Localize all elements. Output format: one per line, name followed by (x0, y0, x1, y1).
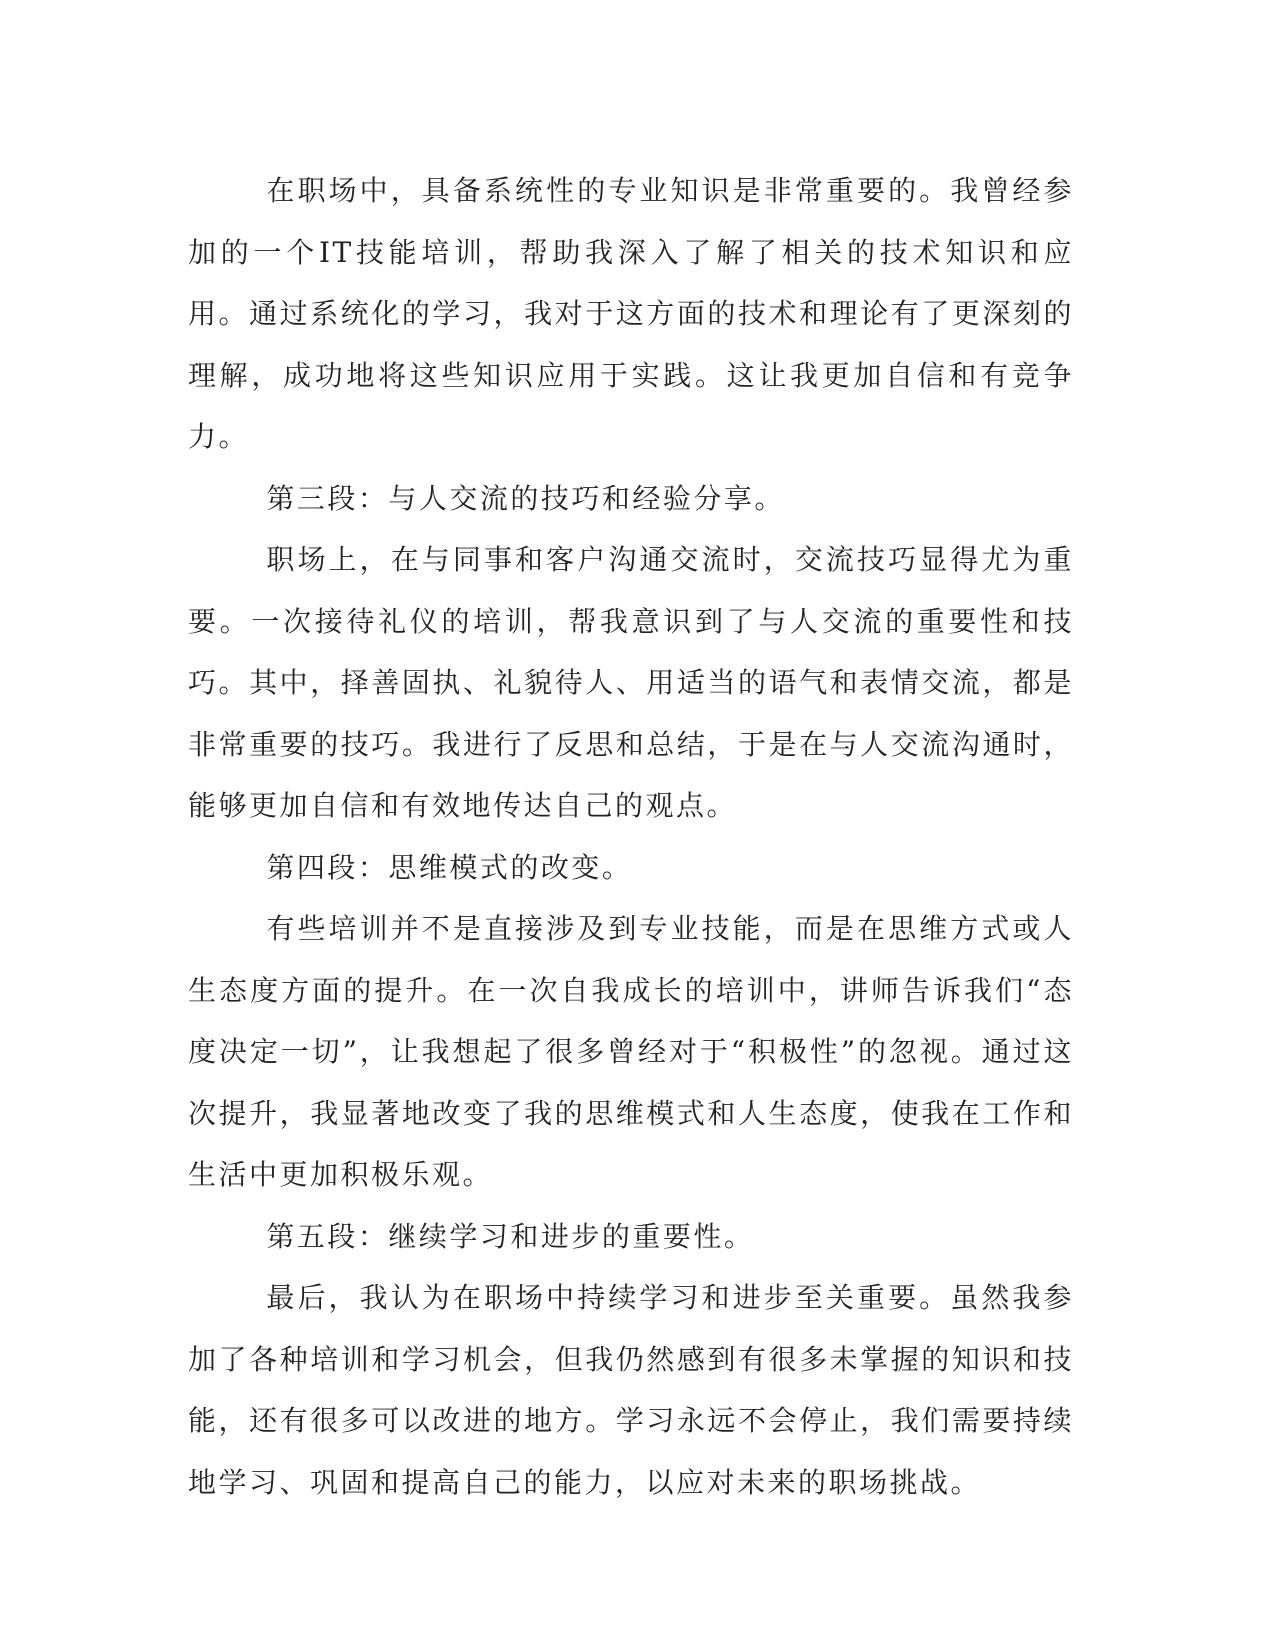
paragraph-mindset: 有些培训并不是直接涉及到专业技能，而是在思维方式或人生态度方面的提升。在一次自我成长的培训中，讲师告诉我们“态度决定一切”，让我想起了很多曾经对于“积极性”的忽视。通过这次提升，我显著地改变了我的思维模式和人生态度，使我在工作和生活中更加积极乐观。 (188, 912, 1074, 1191)
paragraph-professional-knowledge: 在职场中，具备系统性的专业知识是非常重要的。我曾经参加的一个IT技能培训，帮助我深入了解了相关的技术知识和应用。通过系统化的学习，我对于这方面的技术和理论有了更深刻的理解，成功地将这些知识应用于实践。这让我更加自信和有竞争力。 (188, 174, 1074, 453)
section-heading-3: 第三段：与人交流的技巧和经验分享。 (266, 481, 785, 515)
paragraph-communication: 职场上，在与同事和客户沟通交流时，交流技巧显得尤为重要。一次接待礼仪的培训，帮我意识到了与人交流的重要性和技巧。其中，择善固执、礼貌待人、用适当的语气和表情交流，都是非常重要的技巧。我进行了反思和总结，于是在与人交流沟通时，能够更加自信和有效地传达自己的观点。 (188, 543, 1074, 822)
section-heading-5: 第五段：继续学习和进步的重要性。 (266, 1219, 755, 1253)
paragraph-continuous-learning: 最后，我认为在职场中持续学习和进步至关重要。虽然我参加了各种培训和学习机会，但我仍然感到有很多未掌握的知识和技能，还有很多可以改进的地方。学习永远不会停止，我们需要持续地学习、巩固和提高自己的能力，以应对未来的职场挑战。 (188, 1281, 1074, 1499)
section-heading-4: 第四段：思维模式的改变。 (266, 850, 633, 884)
document-body (188, 160, 1074, 1513)
